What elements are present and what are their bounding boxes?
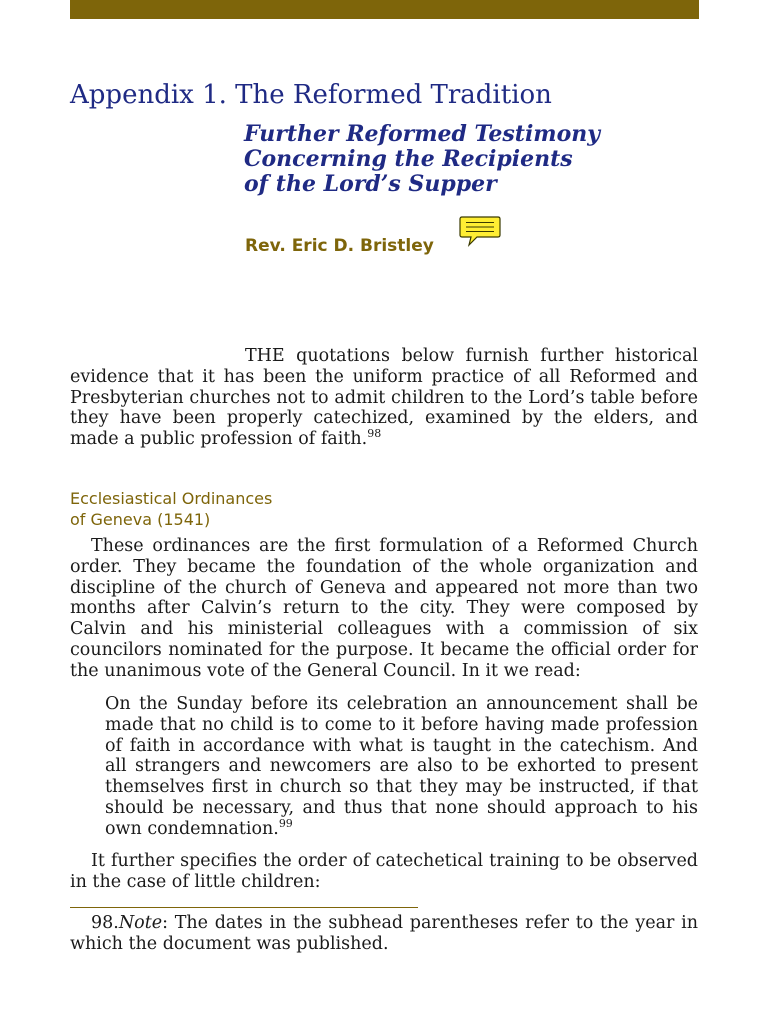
footnote-text: : The dates in the subhead parentheses refer to the year in which the document was published.: [70, 913, 698, 954]
top-decorative-bar: [70, 0, 699, 19]
footnote-divider: [70, 907, 418, 908]
footnote-number: 98.: [91, 913, 119, 933]
speech-bubble-note-icon[interactable]: [459, 215, 501, 247]
intro-text: THE quotations below furnish further historical evidence that it has been the uniform practice of all Reformed and Presbyterian churches not to admit children to the Lord’s table before they have been properly catechized, examined by the elders, and made a public profession of faith.: [70, 346, 698, 450]
block-quote: [105, 694, 698, 840]
quote-text: On the Sunday before its celebration an announcement shall be made that no child is to come to it before having made profession of faith in accordance with what is taught in the catechism. And all strangers and newcomers are also to be exhorted to present themselves first in church so that they may be instructed, if that should be necessary, and thus that none should approach to his own condemnation.: [105, 694, 698, 839]
section-heading: [70, 488, 272, 530]
subtitle-line: Further Reformed Testimony: [244, 121, 601, 147]
subtitle-line: of the Lord’s Supper: [244, 171, 497, 197]
footnote-ref[interactable]: 98: [367, 427, 382, 441]
footnote: [70, 913, 698, 955]
section-heading-line: Ecclesiastical Ordinances: [70, 489, 273, 508]
page-title: Appendix 1. The Reformed Tradition: [70, 80, 552, 110]
page-subtitle: [244, 122, 600, 197]
section-heading-line: of Geneva (1541): [70, 510, 211, 529]
body-paragraph: It further specifies the order of catechetical training to be observed in the case of little children:: [70, 851, 698, 892]
subtitle-line: Concerning the Recipients: [244, 146, 573, 172]
author-name: Rev. Eric D. Bristley: [245, 236, 434, 256]
footnote-ref[interactable]: 99: [278, 816, 293, 830]
body-paragraph: These ordinances are the first formulation of a Reformed Church order. They became the foundation of the whole organization and discipline of the church of Geneva and appeared not more than two months after Calvin’s return to the city. They were composed by Calvin and his ministerial colleagues with a commission of six councilors nominated for the purpose. It became the official order for the unanimous vote of the General Council. In it we read:: [70, 536, 698, 681]
intro-paragraph: [70, 346, 698, 450]
footnote-label: Note: [118, 913, 163, 933]
